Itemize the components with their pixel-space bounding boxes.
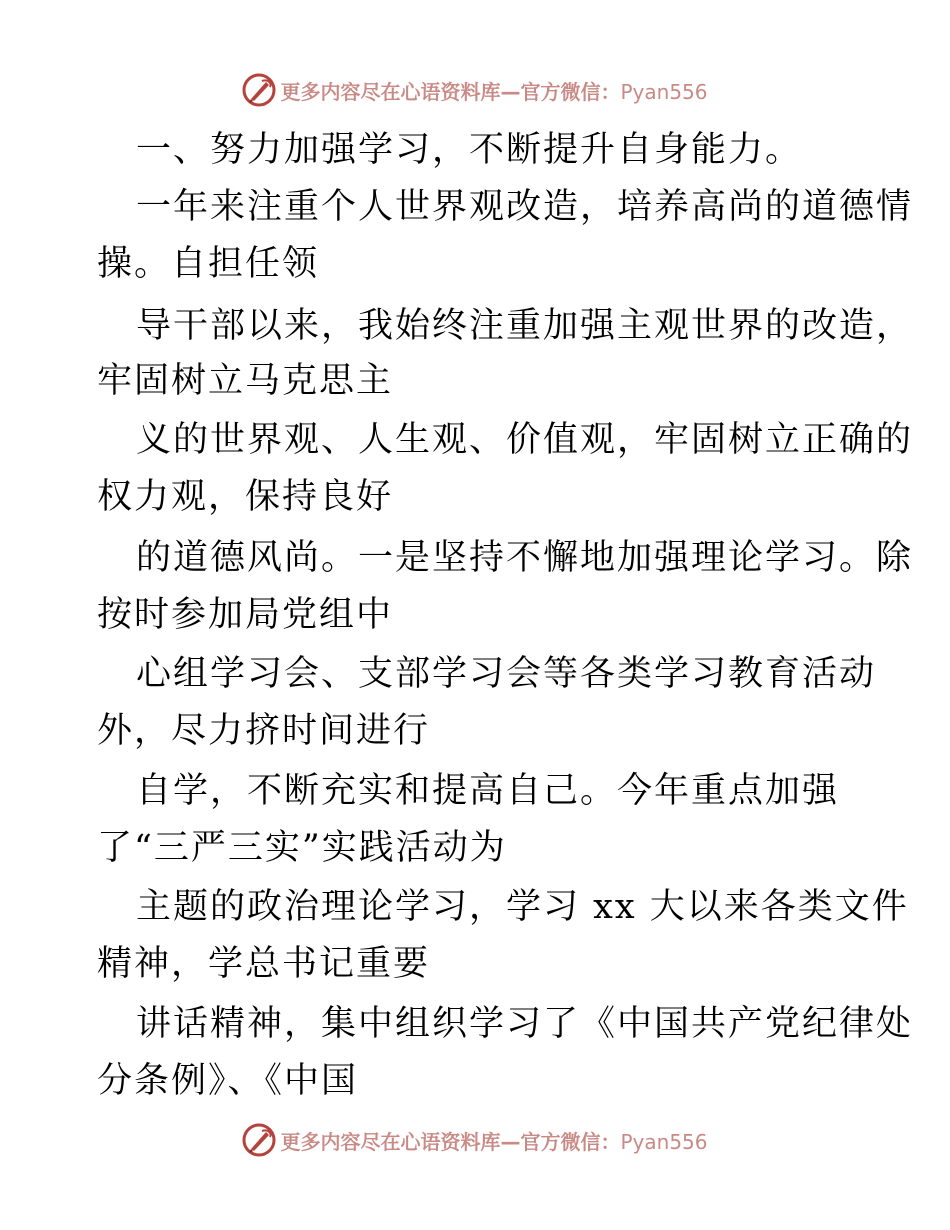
watermark-text-cn: 更多内容尽在心语资料库—官方微信：: [280, 1129, 621, 1154]
text-line: 讲话精神，集中组织学习了《中国共产党纪律处: [136, 1004, 914, 1044]
text-line: 精神，学总书记重要: [97, 944, 431, 984]
text-line: 自学，不断充实和提高自己。今年重点加强: [136, 771, 840, 811]
header-watermark: [0, 70, 950, 110]
text-line: 按时参加局党组中: [97, 595, 394, 635]
text-line: 分条例》、《中国: [97, 1061, 359, 1101]
text-line: 外，尽力挤时间进行: [97, 711, 431, 751]
text-line: 导干部以来，我始终注重加强主观世界的改造，: [136, 306, 914, 346]
watermark-wechat-id: Pyan556: [620, 1129, 708, 1154]
text-line: 的道德风尚。一是坚持不懈地加强理论学习。除: [136, 538, 914, 578]
text-line: 了“三严三实”实践活动为: [97, 828, 507, 868]
text-line: 一、努力加强学习，不断提升自身能力。: [136, 130, 803, 170]
watermark-text: [280, 76, 707, 105]
watermark-text-cn: 更多内容尽在心语资料库—官方微信：: [280, 79, 621, 104]
watermark-wechat-id: Pyan556: [620, 79, 708, 104]
footer-watermark: [0, 1120, 950, 1160]
quill-pen-logo-icon: [242, 73, 276, 107]
quill-pen-logo-icon: [242, 1123, 276, 1157]
text-line: 权力观，保持良好: [97, 477, 394, 517]
text-line: 操。自担任领: [97, 244, 320, 284]
text-line: 义的世界观、人生观、价值观，牢固树立正确的: [136, 420, 914, 460]
text-line: 主题的政治理论学习，学习 xx 大以来各类文件: [136, 887, 909, 927]
text-line: 心组学习会、支部学习会等各类学习教育活动: [136, 654, 877, 694]
watermark-text: [280, 1126, 707, 1155]
text-line: 牢固树立马克思主: [97, 361, 394, 401]
text-line: 一年来注重个人世界观改造，培养高尚的道德情: [136, 187, 914, 227]
